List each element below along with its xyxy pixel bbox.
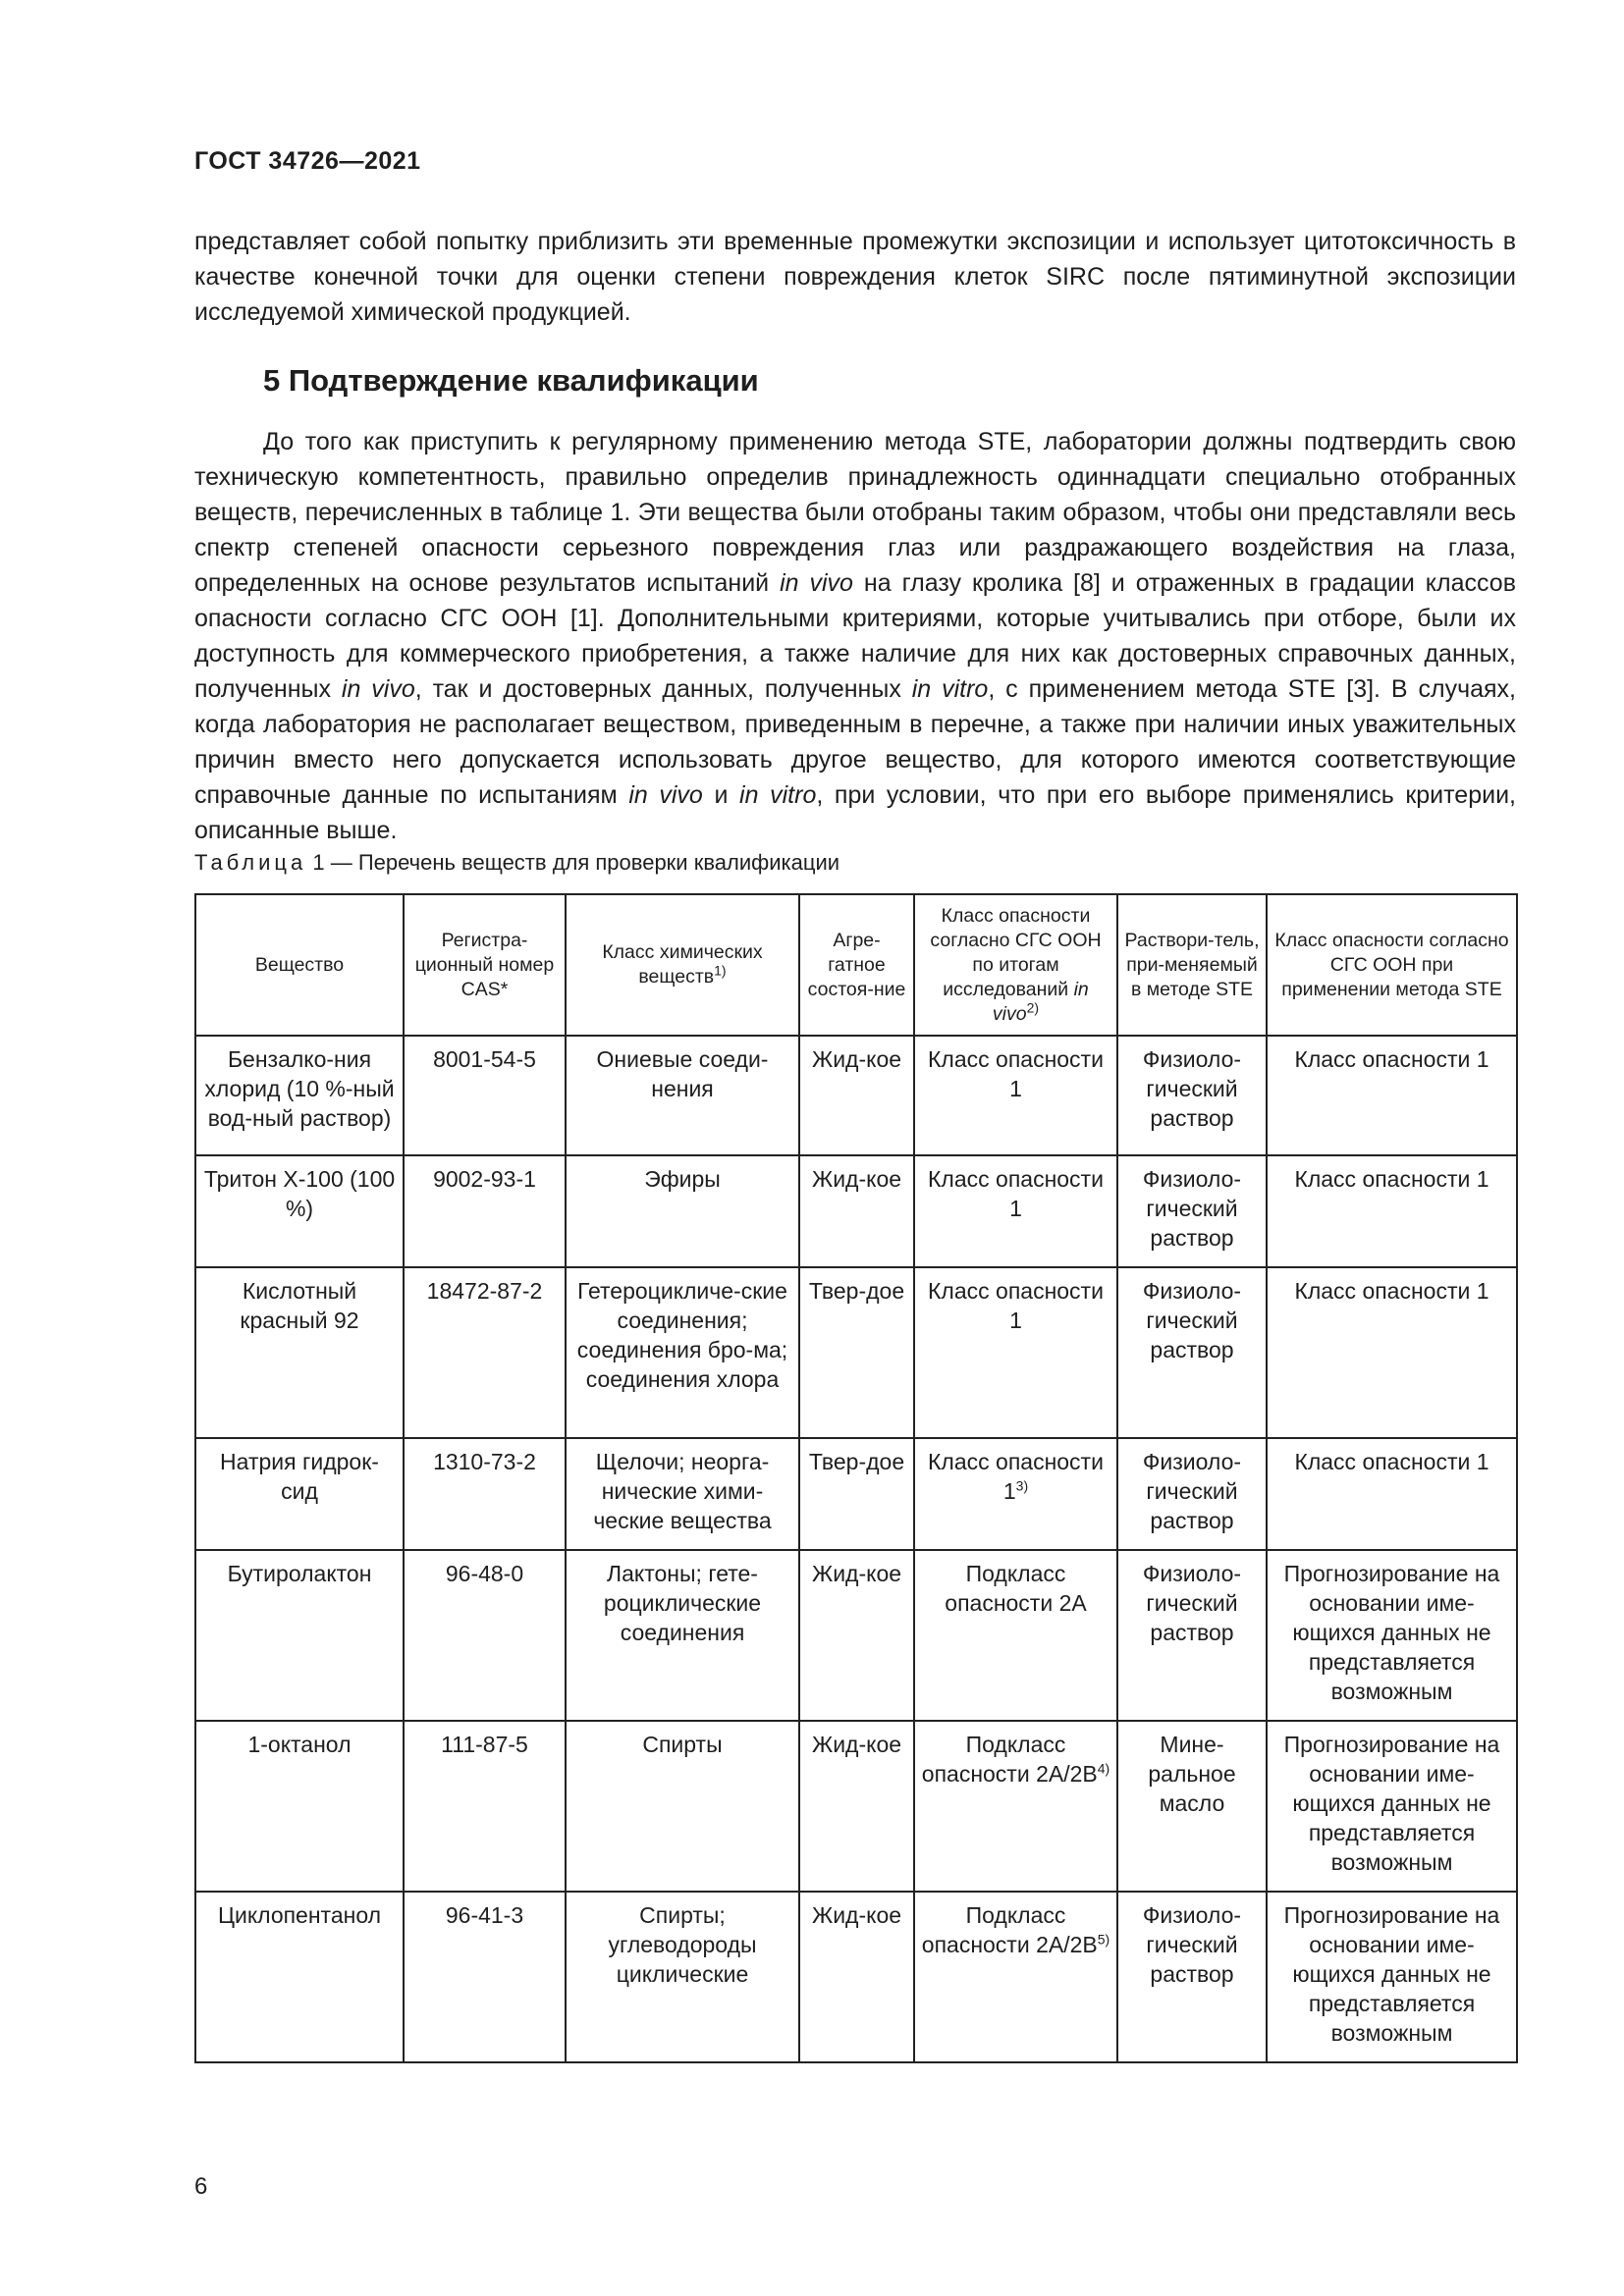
cell-invivo-class-text: Класс опасности 1 <box>928 1046 1104 1101</box>
cell-solvent-text: Мине-ральное масло <box>1148 1732 1236 1816</box>
cell-cas-text: 18472-87-2 <box>426 1278 543 1304</box>
cell-cas-text: 1310-73-2 <box>433 1449 536 1474</box>
table-row <box>195 1438 1517 1550</box>
paragraph-text: и <box>702 781 740 809</box>
header-chem-class <box>566 894 799 1036</box>
table-row <box>195 1892 1517 2062</box>
cell-state-text: Жид-кое <box>811 1902 902 1928</box>
table-caption-label: Таблица <box>194 850 307 875</box>
cell-solvent <box>1117 1892 1267 2062</box>
paragraph-italic: in vivo <box>628 781 703 809</box>
cell-substance-text: Тритон Х-100 (100 %) <box>203 1166 396 1221</box>
cell-cas-text: 96-41-3 <box>445 1902 524 1928</box>
paragraph-italic: in vivo <box>341 675 415 703</box>
cell-invivo-class <box>914 1550 1117 1721</box>
cell-invivo-class-text: Подкласс опасности 2А/2В <box>921 1732 1098 1787</box>
footnote-ref: 5) <box>1097 1931 1110 1948</box>
table-row <box>195 1267 1517 1438</box>
cell-invivo-class-text: Подкласс опасности 2А/2В <box>921 1902 1098 1957</box>
cell-cas-text: 9002-93-1 <box>433 1166 536 1192</box>
cell-invivo-class <box>914 1155 1117 1267</box>
table-row <box>195 1550 1517 1721</box>
footnote-ref: 2) <box>1026 999 1040 1015</box>
cell-cas <box>404 1267 566 1438</box>
cell-invivo-class-text: Класс опасности 1 <box>928 1166 1104 1221</box>
header-invivo-class-text: Класс опасности согласно СГС ООН по итогам исследований <box>930 904 1102 1000</box>
footnote-ref: 4) <box>1097 1760 1110 1777</box>
cell-cas <box>404 1721 566 1892</box>
cell-state <box>799 1267 914 1438</box>
cell-substance <box>195 1721 404 1892</box>
cell-solvent <box>1117 1438 1267 1550</box>
cell-cas-text: 8001-54-5 <box>433 1046 536 1072</box>
cell-cas <box>404 1155 566 1267</box>
cell-solvent <box>1117 1155 1267 1267</box>
substances-table <box>194 893 1518 2063</box>
cell-invivo-class-text: Подкласс опасности 2А <box>945 1561 1087 1616</box>
header-solvent: Раствори-тель, при-меняемый в методе STE <box>1117 894 1267 1036</box>
cell-invivo-class <box>914 1267 1117 1438</box>
cell-substance-text: Кислотный красный 92 <box>240 1278 359 1333</box>
header-substance: Вещество <box>195 894 404 1036</box>
cell-invivo-class <box>914 1036 1117 1155</box>
cell-state-text: Твер-дое <box>808 1449 905 1474</box>
cell-chem-class <box>566 1550 799 1721</box>
header-invivo-class <box>914 894 1117 1036</box>
cell-state <box>799 1036 914 1155</box>
cell-cas <box>404 1036 566 1155</box>
header-invivo-italic: in vivo <box>992 978 1089 1025</box>
cell-ste-class <box>1267 1155 1517 1267</box>
cell-invivo-class-text: Класс опасности 1 <box>928 1449 1104 1504</box>
cell-chem-class <box>566 1721 799 1892</box>
cell-solvent-text: Физиоло-гический раствор <box>1142 1166 1242 1251</box>
section-paragraph <box>194 424 1516 848</box>
cell-invivo-class-text: Класс опасности 1 <box>928 1278 1104 1333</box>
table-row <box>195 1155 1517 1267</box>
cell-solvent-text: Физиоло-гический раствор <box>1142 1449 1242 1533</box>
cell-chem-class <box>566 1892 799 2062</box>
cell-state-text: Твер-дое <box>808 1278 905 1304</box>
cell-solvent-text: Физиоло-гический раствор <box>1142 1902 1242 1987</box>
cell-ste-class <box>1267 1892 1517 2062</box>
cell-solvent <box>1117 1036 1267 1155</box>
cell-solvent <box>1117 1721 1267 1892</box>
cell-substance <box>195 1550 404 1721</box>
cell-state-text: Жид-кое <box>811 1561 902 1586</box>
cell-solvent-text: Физиоло-гический раствор <box>1142 1046 1242 1131</box>
cell-ste-class-text: Класс опасности 1 <box>1294 1166 1489 1192</box>
cell-state <box>799 1155 914 1267</box>
cell-ste-class <box>1267 1721 1517 1892</box>
cell-substance-text: 1-октанол <box>247 1732 352 1757</box>
cell-state-text: Жид-кое <box>811 1732 902 1757</box>
paragraph-italic: in vivo <box>780 569 853 597</box>
cell-chem-class-text: Спирты <box>642 1732 723 1757</box>
paragraph-italic: in vitro <box>911 675 989 703</box>
cell-invivo-class <box>914 1721 1117 1892</box>
cell-chem-class-text: Ониевые соеди-нения <box>596 1046 769 1101</box>
paragraph-text: До того как приступить к регулярному применению метода STE, лаборатории должны подтвердить свою техническую компетентность, правильно определив принадлежность одиннадцати специально отобранных веществ, перечисленных в таблице 1. Эти вещества были отобраны таким образом, чтобы они представляли весь спектр степеней опасности серьезного повреждения глаз или раздражающего воздействия на глаза, определенных на основе результатов испытаний <box>194 428 1516 597</box>
paragraph-text: , с применением метода STE [3]. В случаях, когда лаборатория не располагает веществом, приведенным в перечне, а также при наличии иных уважительных причин вместо него допускается использовать другое вещество, для которого имеются соответствующие справочные данные по испытаниям <box>194 675 1516 809</box>
cell-state-text: Жид-кое <box>811 1166 902 1192</box>
table-row <box>195 1721 1517 1892</box>
table-header-row <box>195 894 1517 1036</box>
cell-solvent <box>1117 1550 1267 1721</box>
paragraph-italic: in vitro <box>739 781 817 809</box>
cell-state <box>799 1438 914 1550</box>
paragraph-text: , так и достоверных данных, полученных <box>414 675 912 703</box>
header-cas: Регистра-ционный номер CAS* <box>404 894 566 1036</box>
cell-cas <box>404 1892 566 2062</box>
cell-chem-class-text: Гетероцикличе-ские соединения; соединения бро-ма; соединения хлора <box>576 1278 788 1392</box>
paragraph-text: на глазу кролика [8] и отраженных в градации классов опасности согласно СГС ООН [1]. Дополнительными критериями, которые учитывались при отборе, были их доступность для коммерческого приобретения, а также наличие для них как достоверных справочных данных, полученных <box>194 569 1516 703</box>
cell-substance <box>195 1892 404 2062</box>
cell-ste-class-text: Прогнозирование на основании име-ющихся данных не представляется возможным <box>1283 1902 1500 2046</box>
cell-cas-text: 111-87-5 <box>441 1732 528 1757</box>
cell-substance-text: Циклопентанол <box>217 1902 382 1928</box>
paragraph-text: , при условии, что при его выборе применялись критерии, описанные выше. <box>194 781 1516 844</box>
header-ste-class: Класс опасности согласно СГС ООН при применении метода STE <box>1267 894 1517 1036</box>
table-row <box>195 1036 1517 1155</box>
cell-substance-text: Бензалко-ния хлорид (10 %-ный вод-ный раствор) <box>204 1046 395 1131</box>
cell-chem-class-text: Эфиры <box>644 1166 721 1192</box>
cell-ste-class <box>1267 1550 1517 1721</box>
cell-ste-class <box>1267 1438 1517 1550</box>
header-state: Агре-гатное состоя-ние <box>799 894 914 1036</box>
cell-invivo-class <box>914 1892 1117 2062</box>
cell-state-text: Жид-кое <box>811 1046 902 1072</box>
cell-ste-class <box>1267 1036 1517 1155</box>
cell-solvent <box>1117 1267 1267 1438</box>
cell-substance <box>195 1438 404 1550</box>
cell-cas <box>404 1438 566 1550</box>
cell-substance <box>195 1155 404 1267</box>
document-header: ГОСТ 34726—2021 <box>194 147 421 175</box>
cell-cas-text: 96-48-0 <box>445 1561 524 1586</box>
cell-cas <box>404 1550 566 1721</box>
cell-state <box>799 1892 914 2062</box>
page-number: 6 <box>194 2173 208 2200</box>
cell-ste-class <box>1267 1267 1517 1438</box>
cell-ste-class-text: Класс опасности 1 <box>1294 1046 1489 1072</box>
cell-solvent-text: Физиоло-гический раствор <box>1142 1561 1242 1645</box>
cell-substance <box>195 1267 404 1438</box>
cell-invivo-class <box>914 1438 1117 1550</box>
cell-substance-text: Натрия гидрок-сид <box>220 1449 379 1504</box>
section-title: 5 Подтверждение квалификации <box>263 363 759 398</box>
cell-chem-class <box>566 1267 799 1438</box>
header-chem-class-text: Класс химических веществ <box>602 941 763 988</box>
footnote-ref: 3) <box>1015 1477 1029 1494</box>
cell-chem-class <box>566 1438 799 1550</box>
cell-substance-text: Бутиролактон <box>227 1561 372 1586</box>
intro-paragraph: представляет собой попытку приблизить эти временные промежутки экспозиции и использует цитотоксичность в качестве конечной точки для оценки степени повреждения клеток SIRC после пятиминутной экспозиции исследуемой химической продукцией. <box>194 228 1516 326</box>
cell-solvent-text: Физиоло-гический раствор <box>1142 1278 1242 1362</box>
cell-ste-class-text: Прогнозирование на основании име-ющихся данных не представляется возможным <box>1283 1561 1500 1704</box>
cell-substance <box>195 1036 404 1155</box>
footnote-ref: 1) <box>714 962 727 979</box>
cell-state <box>799 1550 914 1721</box>
cell-ste-class-text: Прогнозирование на основании име-ющихся данных не представляется возможным <box>1283 1732 1500 1875</box>
cell-ste-class-text: Класс опасности 1 <box>1294 1278 1489 1304</box>
table-caption-text: 1 — Перечень веществ для проверки квалификации <box>306 850 840 875</box>
table-caption <box>194 850 839 876</box>
cell-chem-class-text: Щелочи; неорга-нические хими-ческие вещества <box>593 1449 772 1533</box>
cell-chem-class <box>566 1036 799 1155</box>
cell-ste-class-text: Класс опасности 1 <box>1294 1449 1489 1474</box>
cell-chem-class <box>566 1155 799 1267</box>
cell-chem-class-text: Спирты; углеводороды циклические <box>608 1902 757 1987</box>
cell-state <box>799 1721 914 1892</box>
cell-chem-class-text: Лактоны; гете-роциклические соединения <box>603 1561 762 1645</box>
